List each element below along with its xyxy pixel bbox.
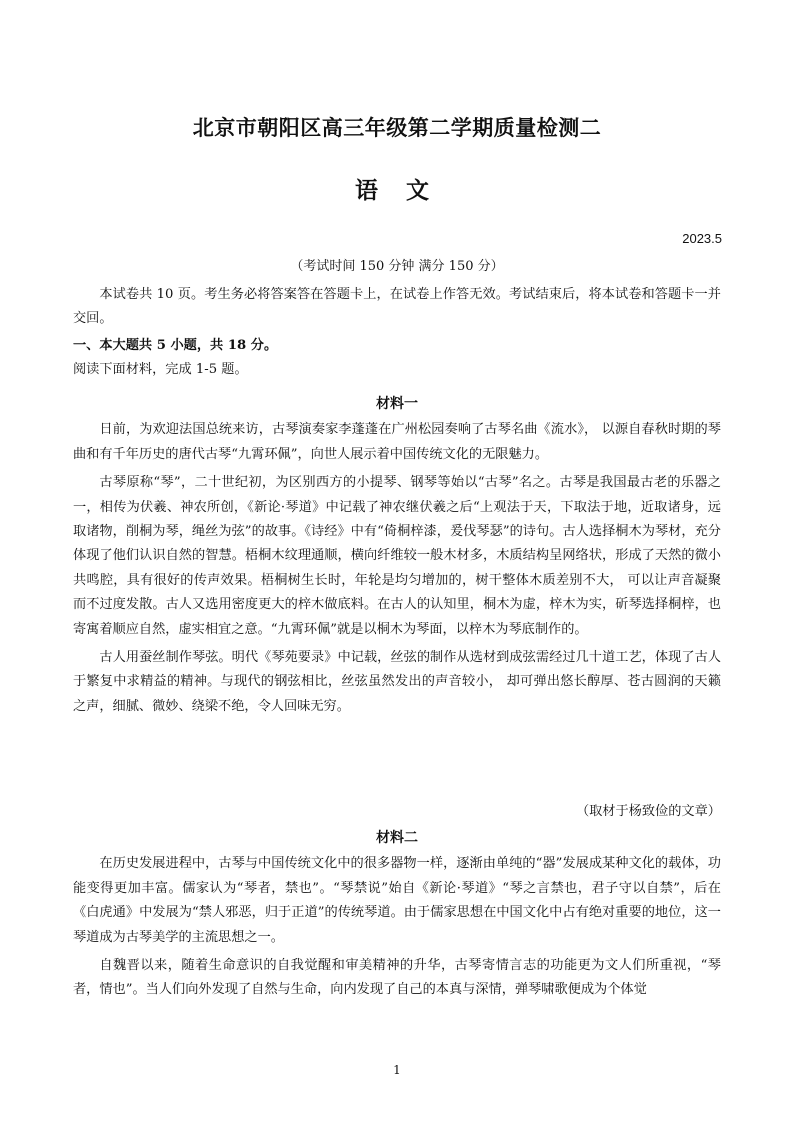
page-number: 1 bbox=[393, 1063, 401, 1077]
material-two bbox=[73, 826, 721, 1003]
exam-date: 2023.5 bbox=[682, 231, 722, 246]
material-one-paragraph: 日前，为欢迎法国总统来访，古琴演奏家李蓬蓬在广州松园奏响了古琴名曲《流水》， 以源自春秋时期的琴曲和有千年历史的唐代古琴“九霄环佩”，向世人展示着中国传统文化的无限魅力。 bbox=[73, 422, 721, 462]
material-one-paragraph: 古人用蚕丝制作琴弦。明代《琴苑要录》中记载，丝弦的制作从选材到成弦需经过几十道工艺，体现了古人于繁复中求精益的精神。与现代的钢弦相比，丝弦虽然发出的声音较小， 却可弹出悠长醇厚、苍古圆润的天籁之声，细腻、微妙、绕梁不绝，令人回味无穷。 bbox=[73, 650, 721, 714]
material-one-title: 材料一 bbox=[376, 396, 418, 412]
exam-info: （考试时间 150 分钟 满分 150 分） bbox=[290, 259, 504, 274]
material-one-source-block bbox=[73, 800, 721, 824]
material-one-source: （取材于杨致俭的文章） bbox=[575, 804, 721, 819]
material-two-title: 材料二 bbox=[376, 830, 418, 846]
material-one bbox=[73, 392, 721, 719]
instructions-block bbox=[73, 283, 721, 383]
exam-title: 北京市朝阳区高三年级第二学期质量检测二 bbox=[192, 115, 602, 140]
instructions-text: 本试卷共 10 页。考生务必将答案答在答题卡上，在试卷上作答无效。考试结束后，将本试卷和答题卡一并交回。 bbox=[73, 287, 721, 327]
section-prompt: 阅读下面材料，完成 1-5 题。 bbox=[73, 362, 248, 378]
material-two-paragraph: 自魏晋以来，随着生命意识的自我觉醒和审美精神的升华，古琴寄情言志的功能更为文人们所重视，“琴者，情也”。当人们向外发现了自然与生命，向内发现了自己的本真与深情，弹琴啸歌便成为个体觉 bbox=[73, 958, 721, 998]
material-one-paragraph: 古琴原称“琴”，二十世纪初，为区别西方的小提琴、钢琴等始以“古琴”名之。古琴是我国最古老的乐器之一，相传为伏羲、神农所创，《新论·琴道》中记载了神农继伏羲之后“上观法于天，下取法于地，近取诸身，远取诸物，削桐为琴，绳丝为弦”的故事。《诗经》中有“倚桐梓漆，爰伐琴瑟”的诗句。古人选择桐木为琴材，充分体现了他们认识自然的智慧。梧桐木纹理通顺，横向纤维较一般木材多，木质结构呈网络状，形成了天然的微小共鸣腔，具有很好的传声效果。梧桐树生长时，年轮是均匀增加的，树干整体木质差别不大， 可以让声音凝聚而不过度发散。古人又选用密度更大的梓木做底料。在古人的认知里，桐木为虚，梓木为实，斫琴选择桐梓，也寄寓着顺应自然，虚实相宜之意。“九霄环佩”就是以桐木为琴面，以梓木为琴底制作的。 bbox=[73, 475, 721, 637]
subject-title: 语 文 bbox=[354, 177, 439, 204]
section-heading: 一、本大题共 5 小题，共 18 分。 bbox=[73, 337, 278, 353]
material-two-paragraph: 在历史发展进程中，古琴与中国传统文化中的很多器物一样，逐渐由单纯的“器”发展成某种文化的载体，功能变得更加丰富。儒家认为“琴者，禁也”。“琴禁说”始自《新论·琴道》“琴之言禁也，君子守以自禁”，后在《白虎通》中发展为“禁人邪恶，归于正道”的传统琴道。由于儒家思想在中国文化中占有绝对重要的地位，这一琴道成为古琴美学的主流思想之一。 bbox=[73, 856, 721, 945]
